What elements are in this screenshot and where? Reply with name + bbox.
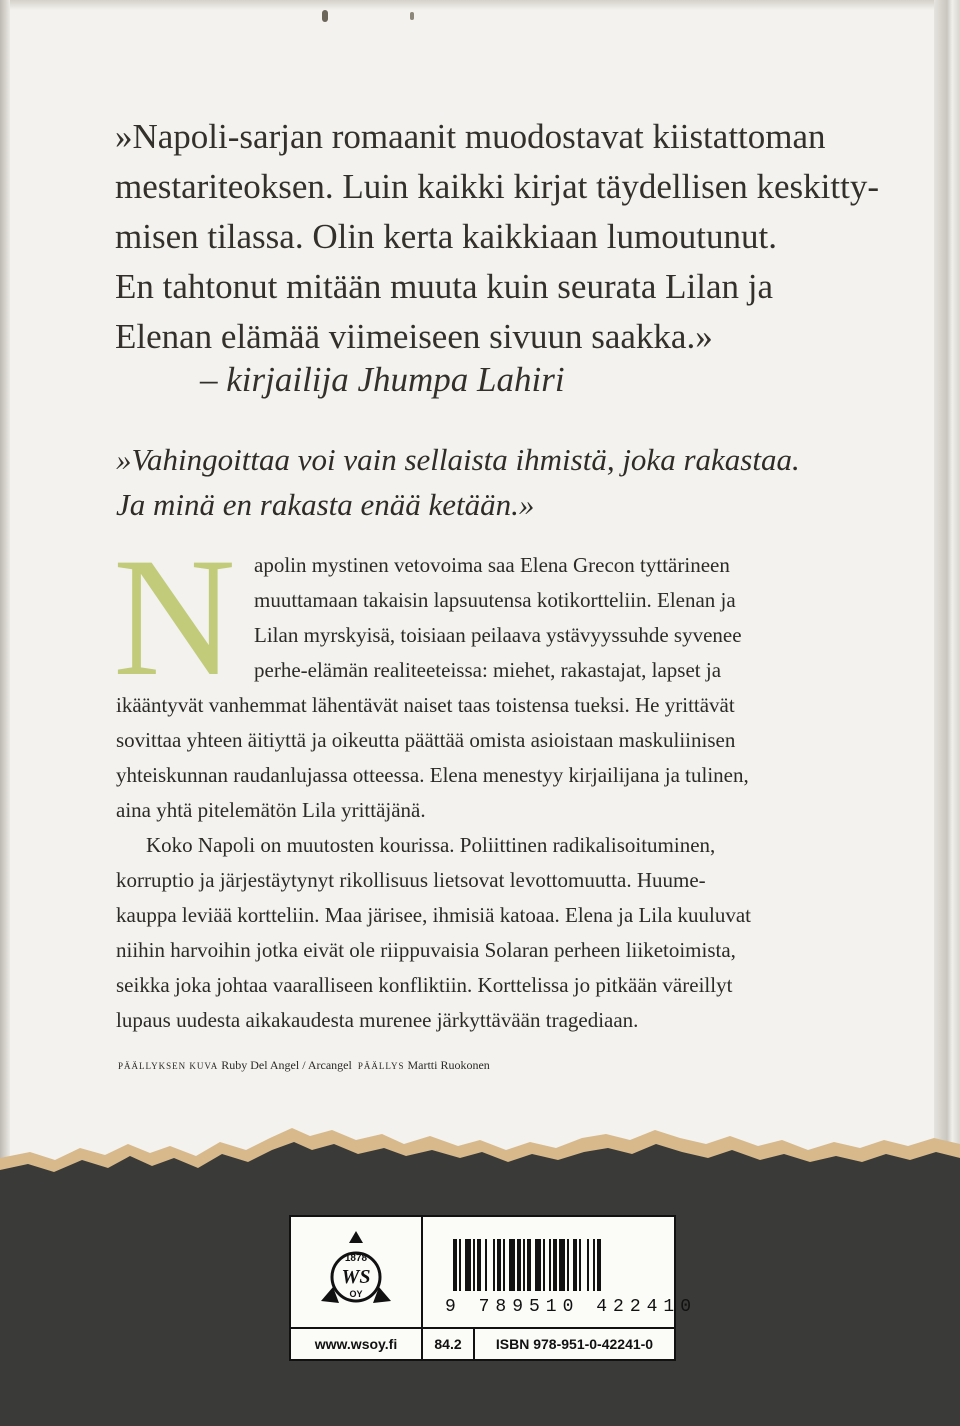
quote-line: Elenan elämää viimeiseen sivuun saakka.»	[115, 317, 713, 356]
wsoy-logo-icon	[291, 1217, 421, 1327]
quote-line: En tahtonut mitään muuta kuin seurata Lilan ja	[115, 267, 774, 306]
quote-line: »Vahingoittaa voi vain sellaista ihmistä, joka rakastaa.	[116, 442, 800, 477]
quote-line: misen tilassa. Olin kerta kaikkiaan lumoutunut.	[115, 217, 777, 256]
blurb-line: perhe-elämän realiteeteissa: miehet, rakastajat, lapset ja	[254, 658, 722, 682]
credit-value: Martti Ruokonen	[407, 1058, 490, 1072]
blurb-line: lupaus uudesta aikakaudesta murenee järkyttävään tragediaan.	[116, 1008, 639, 1032]
paper-mark	[322, 10, 328, 22]
blurb-line: aina yhtä pitelemätön Lila yrittäjänä.	[116, 798, 426, 822]
barcode-cell	[423, 1217, 698, 1329]
publisher-website: www.wsoy.fi	[291, 1329, 423, 1359]
cover-credits	[118, 1058, 490, 1073]
quote-attribution: – kirjailija Jhumpa Lahiri	[200, 360, 565, 399]
blurb-line: Lilan myrskyisä, toisiaan peilaava ystävyyssuhde syvenee	[254, 623, 742, 647]
logo-suffix: OY	[349, 1289, 363, 1299]
blurb-line: apolin mystinen vetovoima saa Elena Grecon tyttärineen	[254, 553, 730, 577]
blurb-line: yhteiskunnan raudanlujassa otteessa. Elena menestyy kirjailijana ja tulinen,	[116, 763, 749, 787]
credit-value: Ruby Del Angel / Arcangel	[221, 1058, 352, 1072]
quote-line: mestariteoksen. Luin kaikki kirjat täydellisen keskitty-	[115, 167, 879, 206]
credit-label: PÄÄLLYKSEN KUVA	[118, 1061, 219, 1071]
quote-line: »Napoli-sarjan romaanit muodostavat kiistattoman	[115, 117, 826, 156]
publisher-logo	[291, 1217, 423, 1329]
isbn: ISBN 978-951-0-42241-0	[495, 1336, 654, 1352]
blurb	[116, 548, 856, 1038]
blurb-line: niihin harvoihin jotka eivät ole riippuvaisia Solaran perheen liiketoimista,	[116, 938, 736, 962]
blurb-line: Koko Napoli on muutosten kourissa. Poliittinen radikalisoituminen,	[146, 833, 716, 857]
publisher-info-row	[291, 1329, 674, 1359]
cover-top-edge	[0, 0, 960, 10]
blurb-line: muuttamaan takaisin lapsuutensa kotikortteliin. Elenan ja	[254, 588, 736, 612]
drop-cap: N	[113, 523, 236, 711]
blurb-line: seikka joka johtaa vaaralliseen konfliktiin. Korttelissa jo pitkään väreillyt	[116, 973, 733, 997]
logo-year: 1878	[344, 1253, 368, 1264]
quote-line: Ja minä en rakasta enää ketään.»	[116, 487, 535, 522]
credit-label: PÄÄLLYS	[357, 1061, 405, 1071]
publisher-barcode-panel	[289, 1215, 698, 1361]
book-quote	[116, 437, 856, 527]
review-quote	[115, 112, 879, 362]
barcode-icon	[423, 1217, 674, 1297]
class-code: 84.2	[423, 1329, 475, 1359]
blurb-line: korruptio ja järjestäytynyt rikollisuus lietsovat levottomuutta. Huume-	[116, 868, 706, 892]
blurb-line: ikääntyvät vanhemmat lähentävät naiset taas toistensa tueksi. He yrittävät	[116, 693, 735, 717]
logo-mark: WS	[341, 1266, 371, 1288]
paper-mark	[410, 12, 414, 20]
blurb-line: sovittaa yhteen äitiyttä ja oikeutta päättää omista asioistaan maskuliinisen	[116, 728, 736, 752]
barcode-digits: 9 789510 422410	[445, 1297, 698, 1317]
blurb-line: kauppa leviää kortteliin. Maa järisee, ihmisiä katoaa. Elena ja Lila kuuluvat	[116, 903, 752, 927]
